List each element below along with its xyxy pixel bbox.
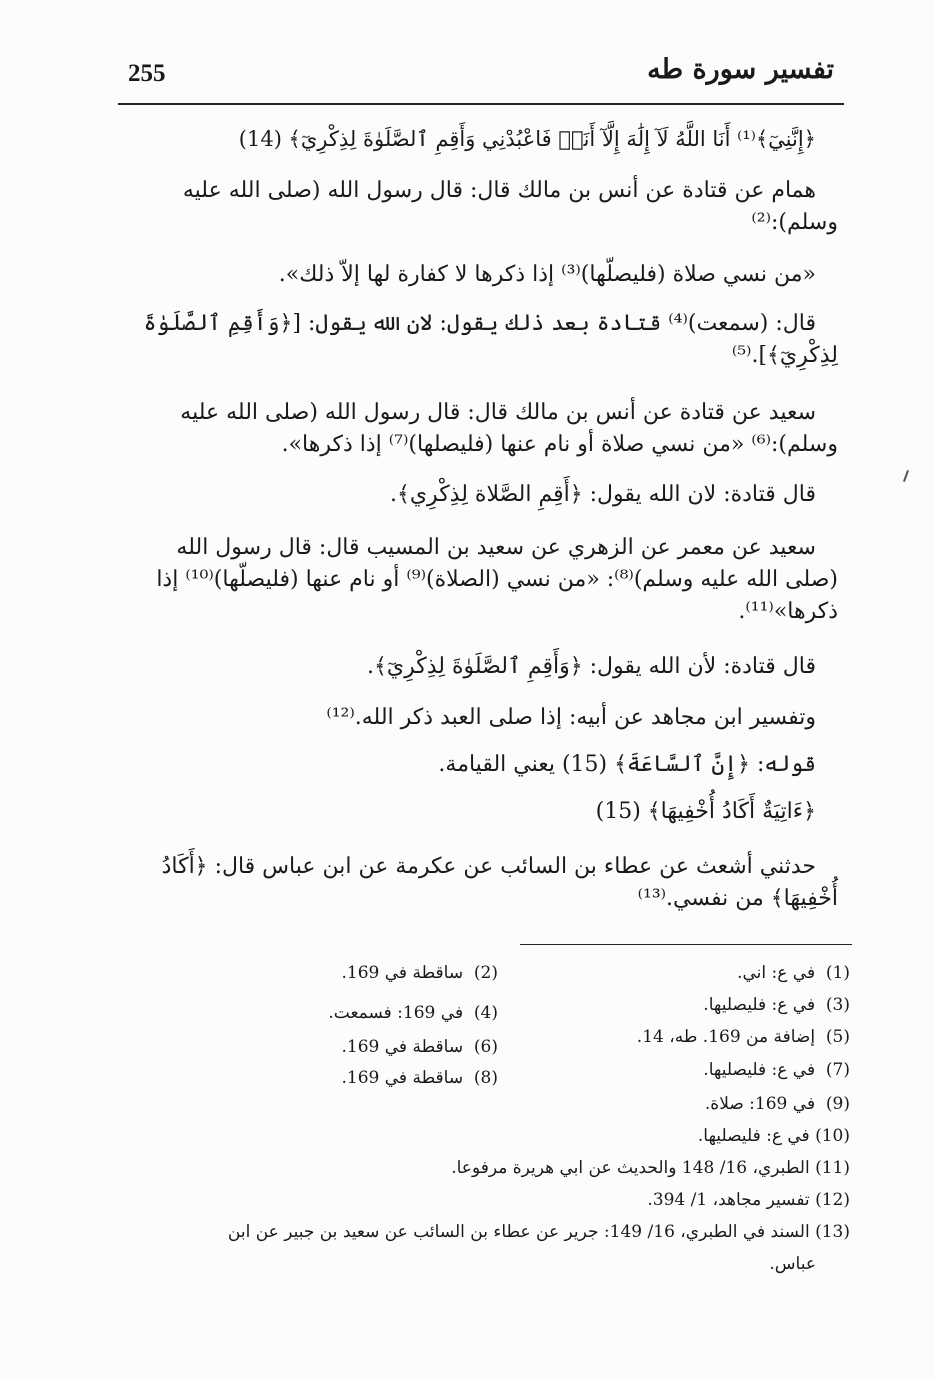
- footnote-continuation: عباس.: [769, 1254, 816, 1274]
- quran-verse-14: ﴿إِنَّنِيٓ﴾⁽¹⁾ أَنَا اللَّهُ لَآ إِلَٰهَ إِلَّآ أَنَا۠ فَاعْبُدْنِي وَأَقِمِ ٱلصَّلَوٰةَ لِذِكْرِيٓ﴾ (14): [238, 127, 816, 151]
- footnote-rule: [520, 944, 852, 945]
- running-title: تفسير سورة طه: [647, 54, 834, 85]
- quran-verse-15: ﴿ءَاتِيَةٌ أَكَادُ أُخْفِيهَا﴾ (15): [595, 799, 816, 824]
- footnote: (10) في ع: فليصليها.: [697, 1126, 850, 1146]
- footnote: (7) في ع: فليصليها.: [703, 1060, 850, 1080]
- body-line: همام عن قتادة عن أنس بن مالك قال: قال رسول الله (صلى الله عليه: [182, 178, 816, 203]
- body-line: قال قتادة: لأن الله يقول: ﴿وَأَقِمِ ٱلصَّلَوٰةَ لِذِكْرِيٓ﴾.: [367, 654, 816, 679]
- hadith-quote: «من نسي صلاة (فليصلّها)⁽³⁾ إذا ذكرها لا كفارة لها إلاّ ذلك».: [278, 262, 816, 287]
- body-line: سعيد عن قتادة عن أنس بن مالك قال: قال رسول الله (صلى الله عليه: [180, 400, 816, 425]
- header-rule: [118, 103, 844, 105]
- footnote: (8) ساقطة في 169.: [341, 1068, 498, 1088]
- body-line: قال قتادة: لان الله يقول: ﴿أَقِمِ الصَّلاة لِذِكْرِي﴾.: [389, 482, 816, 507]
- body-line: وتفسير ابن مجاهد عن أبيه: إذا صلى العبد ذكر الله.⁽¹²⁾: [326, 705, 816, 730]
- body-line: (صلى الله عليه وسلم)⁽⁸⁾: «من نسي (الصلاة)⁽⁹⁾ أو نام عنها (فليصلّها)⁽¹⁰⁾ إذا: [156, 567, 838, 592]
- footnote: (11) الطبري، 16/ 148 والحديث عن ابي هريرة مرفوعا.: [451, 1158, 850, 1178]
- body-line: وسلم):⁽²⁾: [751, 210, 838, 235]
- footnote: (6) ساقطة في 169.: [341, 1037, 498, 1057]
- body-line: قال: (سمعت)⁽⁴⁾ قتادة بعد ذلك يقول: لان الله يقول: [﴿وَأَقِمِ ٱلصَّلَوٰةَ: [143, 311, 816, 336]
- footnote: (3) في ع: فليصليها.: [703, 995, 850, 1015]
- footnote: (5) إضافة من 169. طه، 14.: [636, 1027, 850, 1047]
- footnote: (4) في 169: فسمعت.: [328, 1003, 498, 1023]
- footnote: (12) تفسير مجاهد، 1/ 394.: [647, 1190, 850, 1210]
- body-line: وسلم):⁽⁶⁾ «من نسي صلاة أو نام عنها (فليصلها)⁽⁷⁾ إذا ذكرها».: [281, 432, 838, 457]
- body-line: أُخْفِيهَا﴾ من نفسي.⁽¹³⁾: [637, 886, 838, 911]
- footnote: (13) السند في الطبري، 16/ 149: جرير عن عطاء بن السائب عن سعيد بن جبير عن ابن: [227, 1222, 850, 1242]
- footnote: (1) في ع: اني.: [737, 963, 850, 983]
- body-line: ذكرها»⁽¹¹⁾.: [738, 599, 838, 624]
- body-line: حدثني أشعث عن عطاء بن السائب عن عكرمة عن ابن عباس قال: ﴿أَكَادُ: [161, 854, 816, 879]
- footnote: (9) في 169: صلاة.: [704, 1094, 850, 1114]
- page-number: 255: [128, 60, 166, 87]
- body-line: قوله: ﴿إِنَّ ٱلسَّاعَةَ﴾ (15) يعني القيامة.: [438, 752, 816, 777]
- body-line: سعيد عن معمر عن الزهري عن سعيد بن المسيب قال: قال رسول الله: [176, 535, 816, 560]
- scan-mark: [903, 470, 909, 482]
- body-line: لِذِكْرِيٓ﴾].⁽⁵⁾: [731, 343, 838, 368]
- footnote: (2) ساقطة في 169.: [341, 963, 498, 983]
